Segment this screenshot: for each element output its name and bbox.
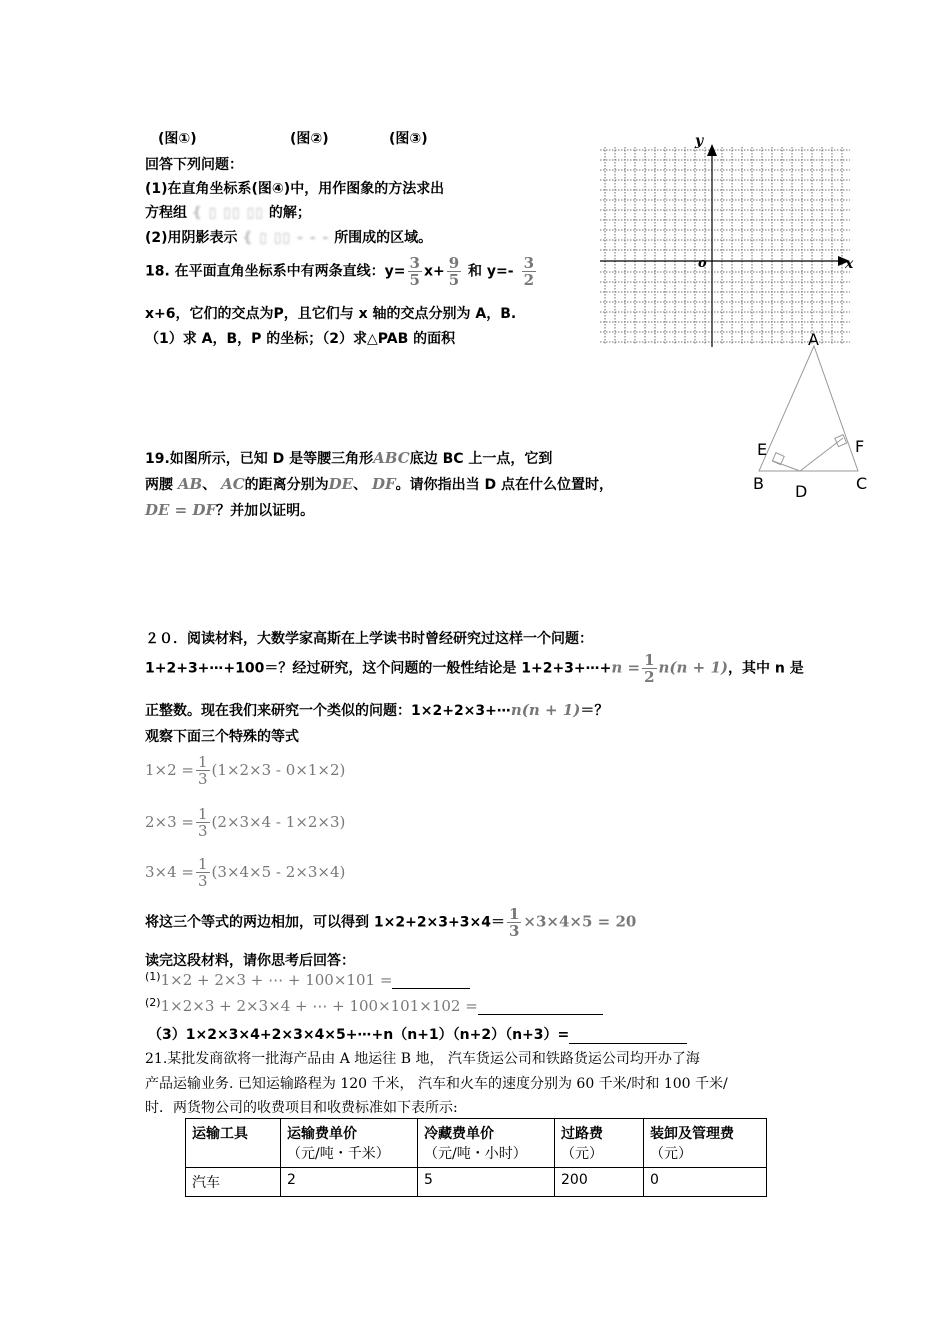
point-e-label: E	[757, 440, 768, 459]
q18-mid2: 和 y=-	[468, 263, 514, 280]
table-header-cell: 装卸及管理费 （元）	[644, 1119, 767, 1168]
part2-expression: 1×2×3 + 2×3×4 + ⋯ + 100×101×102 =	[160, 997, 478, 1015]
eq1-lhs: 1×2 =	[145, 761, 194, 779]
q18-line1	[145, 255, 538, 288]
sum-rhs: ×3×4×5 = 20	[523, 912, 637, 931]
q19-line3-post: ？并加以证明。	[216, 503, 315, 519]
q19-line3	[145, 500, 314, 520]
q19-line2-post: 。请你指出当 D 点在什么位置时，	[395, 477, 614, 493]
q20-line3	[145, 700, 608, 720]
separator: 、	[202, 477, 217, 493]
q19-line1-pre: 19.如图所示，已知 D 是等腰三角形	[145, 451, 374, 467]
q19-line1	[145, 448, 552, 468]
fraction: $\frac{9}{5}$	[448, 254, 460, 289]
math-de-eq-df: DE = DF	[145, 501, 217, 519]
point-c-label: C	[856, 474, 868, 493]
segment-de	[773, 461, 800, 471]
part1-expression: 1×2 + 2×3 + ⋯ + 100×101 =	[160, 971, 393, 989]
sum-pre: 将这三个等式的两边相加，可以得到 1×2+2×3+3×4＝	[145, 914, 505, 931]
fraction: $\frac{1}{3}$	[198, 753, 208, 788]
q17-part1-post: 的解；	[268, 205, 311, 221]
fraction: $\frac{3}{2}$	[523, 254, 535, 289]
fraction: $\frac{3}{5}$	[409, 254, 420, 289]
q20-line3-pre: 正整数。现在我们来研究一个类似的问题：1×2+2×3+⋯	[145, 703, 511, 719]
q18-mid1: x+	[423, 263, 445, 280]
coordinate-grid	[600, 132, 860, 350]
y-axis-label: y	[695, 133, 704, 149]
math-ab: AB	[177, 475, 203, 493]
q20-line1: ２０．阅读材料，大数学家高斯在上学读书时曾经研究过这样一个问题：	[145, 631, 593, 647]
eq2-rhs: (2×3×4 - 1×2×3)	[211, 813, 346, 831]
inequality-system-image: { ▯ ▯▯ - - -	[242, 230, 330, 246]
fraction: $\frac{1}{3}$	[508, 905, 520, 940]
triangle-abc	[759, 346, 858, 471]
right-angle-f	[835, 435, 847, 447]
table-cell: 2	[281, 1168, 418, 1197]
q17-part2-pre: (2)用阴影表示	[145, 230, 238, 246]
eq3-lhs: 3×4 =	[145, 863, 194, 881]
point-a-label: A	[808, 330, 819, 349]
q20-line2-pre: 1+2+3+⋯+100＝？经过研究，这个问题的一般性结论是 1+2+3+⋯+	[145, 660, 612, 677]
freight-table	[185, 1118, 767, 1197]
equation-system-image: { ▯ ▯▯ ▯▯	[191, 205, 264, 221]
eq1-rhs: (1×2×3 - 0×1×2)	[211, 761, 346, 779]
q17-part2	[145, 227, 432, 247]
table-header-cell: 冷藏费单价 （元/吨・小时）	[418, 1119, 555, 1168]
part3-expression: （3）1×2×3×4+2×3×4×5+⋯+n（n+1）（n+2）（n+3）=	[148, 1027, 570, 1043]
q21-line2: 产品运输业务. 已知运输路程为 120 千米， 汽车和火车的速度分别为 60 千米/时和 100 千米/	[145, 1076, 728, 1092]
q17-part1-pre: 方程组	[145, 205, 187, 221]
part1-number: (1)	[145, 970, 161, 983]
math-n-n-plus-1: n(n + 1)	[510, 701, 581, 719]
q20-ask: 读完这段材料，请你思考后回答：	[145, 953, 355, 969]
table-cell: 5	[418, 1168, 555, 1197]
math-n-n-plus-1: n(n + 1)	[658, 658, 728, 677]
q17-part1-line1: (1)在直角坐标系(图④)中，用作图象的方法求出	[145, 181, 445, 197]
math-ac: AC	[221, 475, 245, 493]
point-b-label: B	[753, 474, 764, 493]
q21-line1: 21.某批发商欲将一批海产品由 A 地运往 B 地， 汽车货运公司和铁路货运公司均开办了海	[145, 1051, 700, 1067]
table-cell: 汽车	[186, 1168, 281, 1197]
fraction: $\frac{1}{3}$	[198, 855, 208, 890]
table-header-cell: 运输费单价 （元/吨・千米）	[281, 1119, 418, 1168]
sum-line	[145, 906, 636, 939]
q20-part3	[148, 1024, 687, 1044]
answer-blank-3[interactable]	[569, 1029, 687, 1044]
q20-line2-post: ，其中 n 是	[728, 660, 804, 677]
answer-blank-1[interactable]	[392, 974, 470, 989]
table-header-row	[186, 1119, 767, 1168]
q19-line2-pre: 两腰	[145, 477, 173, 493]
q18-line2: x+6，它们的交点为P，且它们与 x 轴的交点分别为 A，B.	[145, 306, 517, 322]
eq2-lhs: 2×3 =	[145, 813, 194, 831]
q20-part1	[145, 970, 470, 989]
table-header-cell: 过路费 （元）	[555, 1119, 644, 1168]
q18-pre: 18. 在平面直角坐标系中有两条直线：y=	[145, 263, 406, 280]
x-axis-label: x	[845, 256, 854, 272]
q21-line3: 时．两货物公司的收费项目和收费标准如下表所示:	[145, 1100, 458, 1116]
table-cell: 200	[555, 1168, 644, 1197]
q17-part2-post: 所围成的区域。	[334, 230, 433, 246]
q17-part1-line2	[145, 202, 311, 222]
table-header-cell: 运输工具	[186, 1119, 281, 1168]
point-d-label: D	[795, 482, 808, 501]
math-de: DE	[328, 475, 354, 493]
q18-line3: （1）求 A，B，P 的坐标；（2）求△PAB 的面积	[145, 331, 456, 347]
q20-line3-post: ＝？	[580, 703, 609, 719]
figure-label-3: (图③)	[389, 131, 428, 147]
equation-2	[145, 806, 345, 839]
math-abc: ABC	[373, 449, 410, 467]
equation-3	[145, 856, 345, 889]
eq3-rhs: (3×4×5 - 2×3×4)	[211, 863, 346, 881]
table-cell: 0	[644, 1168, 767, 1197]
fraction: $\frac{1}{2}$	[644, 651, 655, 686]
q19-line1-post: 底边 BC 上一点，它到	[409, 451, 553, 467]
figure-label-1: (图①)	[158, 131, 197, 147]
math-df: DF	[371, 475, 396, 493]
table-row	[186, 1168, 767, 1197]
q20-line4: 观察下面三个特殊的等式	[145, 729, 299, 745]
q20-line2	[145, 652, 804, 685]
equation-1	[145, 754, 345, 787]
origin-label: o	[698, 256, 707, 271]
q17-intro: 回答下列问题：	[145, 157, 243, 173]
q19-line2	[145, 474, 613, 494]
separator: 、	[353, 477, 368, 493]
q19-line2-mid: 的距离分别为	[244, 477, 329, 493]
q20-part2	[145, 996, 603, 1015]
point-f-label: F	[855, 437, 865, 456]
answer-blank-2[interactable]	[478, 1000, 603, 1015]
part2-number: (2)	[145, 996, 161, 1009]
fraction: $\frac{1}{3}$	[198, 805, 208, 840]
math-n: n =	[611, 658, 641, 677]
figure-label-2: (图②)	[290, 131, 329, 147]
